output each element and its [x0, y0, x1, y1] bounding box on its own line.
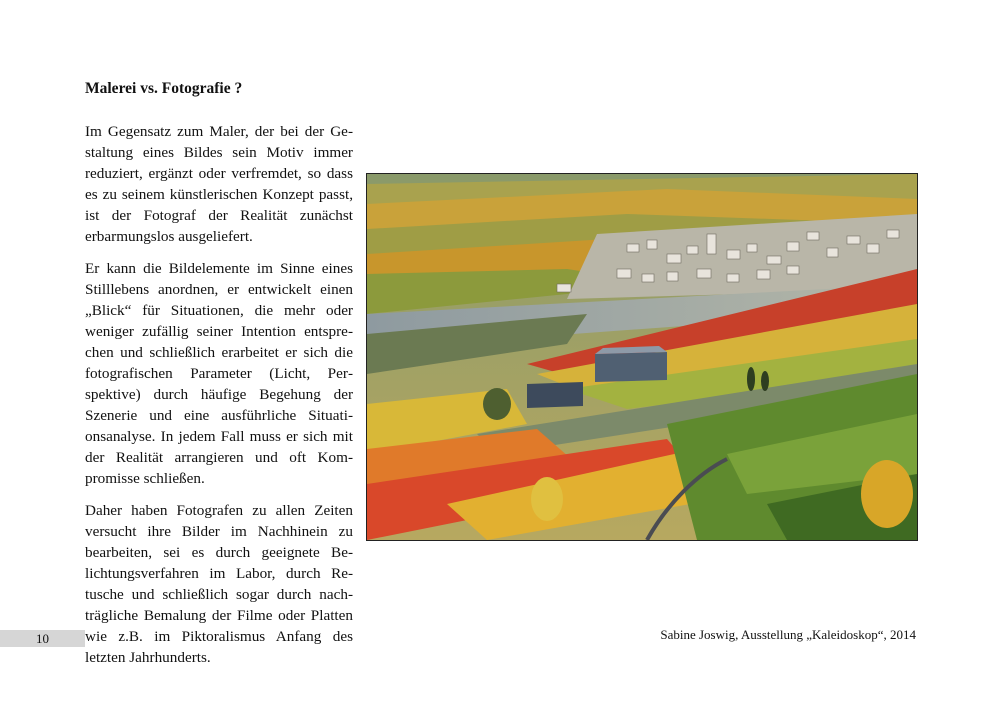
paragraph-3: Daher haben Fotografen zu allen Zeiten versucht ihre Bilder im Nachhinein zu bearbeiten, sei es durch geeignete Belichtungsverfahren im Labor, durch Retusche und schließlich sogar durch nachträgliche Bemalung der Filme oder Platten wie z.B. im Piktoralismus Anfang des letzten Jahrhunderts.	[85, 502, 353, 666]
paragraph-1: Im Gegensatz zum Maler, der bei der Gestaltung eines Bildes sein Motiv immer reduziert, ergänzt oder verfremdet, so dass es zu seinem künstlerischen Konzept passt, ist der Fotograf der Realität zunächst erbarmungslos ausgeliefert.	[85, 123, 353, 245]
photo-caption: Sabine Joswig, Ausstellung „Kaleidoskop“, 2014	[660, 627, 916, 642]
body-text	[85, 121, 353, 679]
page-number: 10	[0, 630, 85, 647]
page-heading: Malerei vs. Fotografie ?	[85, 80, 243, 97]
paragraph-2: Er kann die Bildelemente im Sinne eines Stilllebens anordnen, er entwickelt einen „Blick“ für Situationen, die mehr oder weniger zufällig seiner Intention entsprechen und schließlich erarbeitet er sich die fotografischen Parameter (Licht, Perspektive) durch häufige Begehung der Szenerie und eine ausführliche Situationsanalyse. In jedem Fall muss er sich mit der Realität arrangieren und oft Kompromisse schließen.	[85, 260, 353, 487]
vineyard-photo	[366, 173, 918, 541]
